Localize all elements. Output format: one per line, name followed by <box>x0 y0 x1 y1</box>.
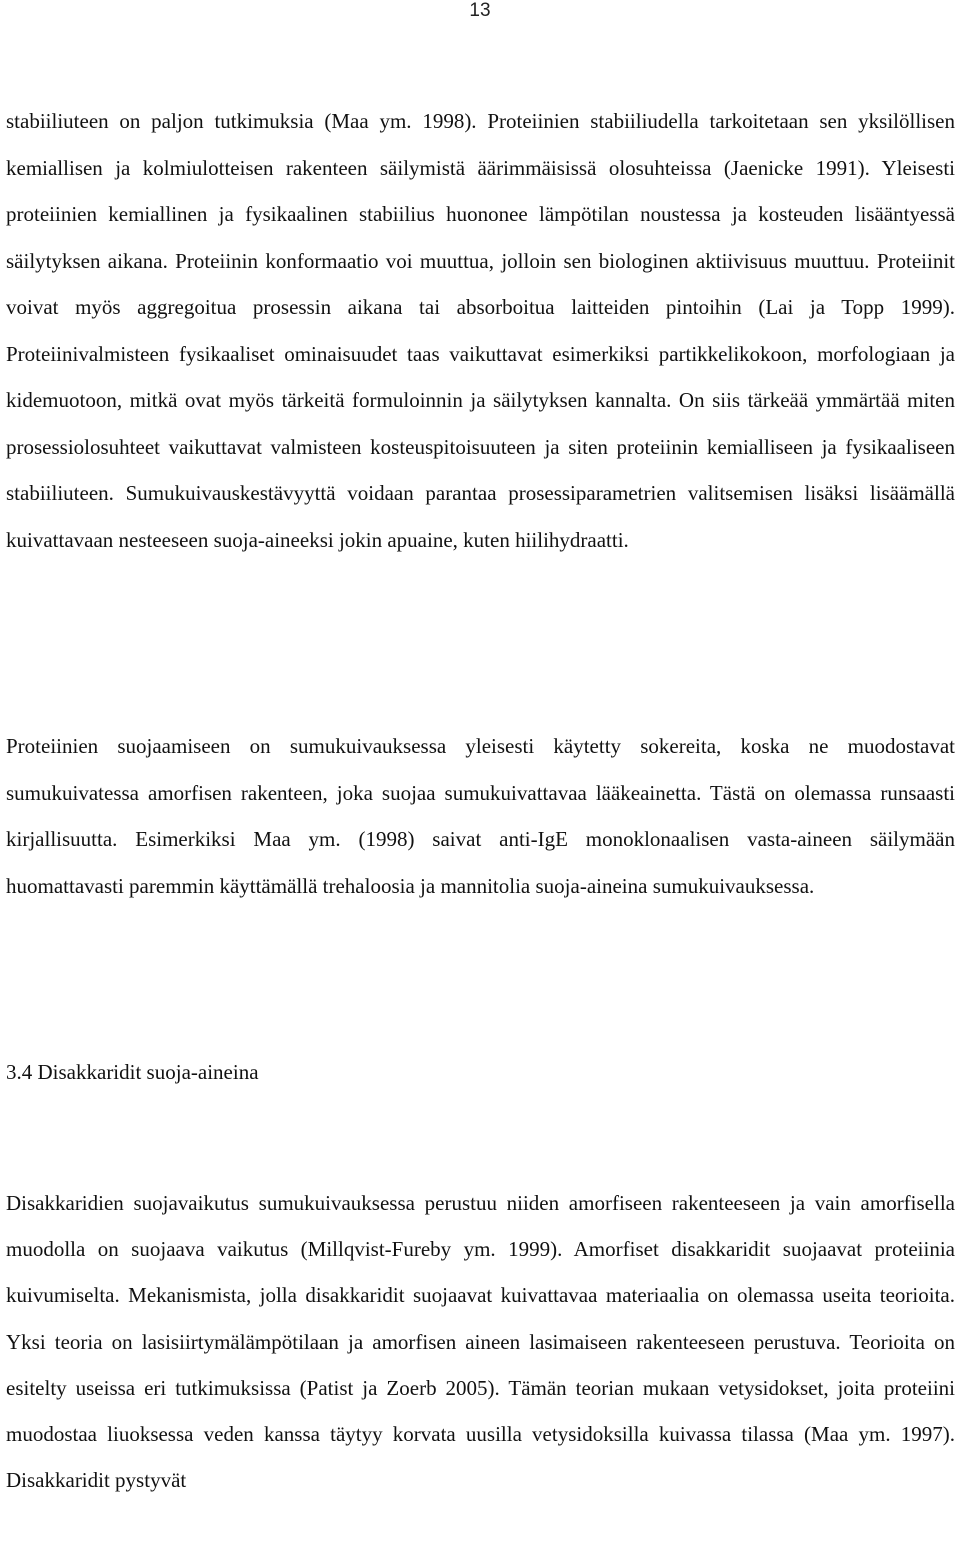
page-number: 13 <box>469 0 491 21</box>
paragraph-protein-stability: stabiiliuteen on paljon tutkimuksia (Maa ym. 1998). Proteiinien stabiiliudella tarkoitetaan sen yksilöllisen kemiallisen ja kolmiulotteisen rakenteen säilymistä äärimmäisissä olosuhteissa (Jaenicke 1991). Yleisesti proteiinien kemiallinen ja fysikaalinen stabiilius huononee lämpötilan noustessa ja kosteuden lisääntyessä säilytyksen aikana. Proteiinin konformaatio voi muuttua, jolloin sen biologinen aktiivisuus muuttuu. Proteiinit voivat myös aggregoitua prosessin aikana tai absorboitua laitteiden pintoihin (Lai ja Topp 1999). Proteiinivalmisteen fysikaaliset ominaisuudet taas vaikuttavat esimerkiksi partikkelikokoon, morfologiaan ja kidemuotoon, mitkä ovat myös tärkeitä formuloinnin ja säilytyksen kannalta. On siis tärkeää ymmärtää miten prosessiolosuhteet vaikuttavat valmisteen kosteuspitoisuuteen ja siten proteiinin kemialliseen ja fysikaaliseen stabiiliuteen. Sumukuivauskestävyyttä voidaan parantaa prosessiparametrien valitsemisen lisäksi lisäämällä kuivattavaan nesteeseen suoja-aineeksi jokin apuaine, kuten hiilihydraatti. <box>6 109 955 552</box>
paragraph-disaccharides: Disakkaridien suojavaikutus sumukuivauksessa perustuu niiden amorfiseen rakenteeseen ja vain amorfisella muodolla on suojaava vaikutus (Millqvist-Fureby ym. 1999). Amorfiset disakkaridit suojaavat proteiinia kuivumiselta. Mekanismista, jolla disakkaridit suojaavat kuivattavaa materiaalia on olemassa useita teorioita. Yksi teoria on lasisiirtymälämpötilaan ja amorfisen aineen lasimaiseen rakenteeseen perustuva. Teorioita on esitelty useissa eri tutkimuksissa (Patist ja Zoerb 2005). Tämän teorian mukaan vetysidokset, joita proteiini muodostaa liuoksessa veden kanssa täytyy korvata uusilla vetysidoksilla kuivassa tilassa (Maa ym. 1997). Disakkaridit pystyvät <box>6 1191 955 1493</box>
section-heading: 3.4 Disakkaridit suoja-aineina <box>6 1060 259 1084</box>
paragraph-protein-protection: Proteiinien suojaamiseen on sumukuivauksessa yleisesti käytetty sokereita, koska ne muodostavat sumukuivatessa amorfisen rakenteen, joka suojaa sumukuivattavaa lääkeainetta. Tästä on olemassa runsaasti kirjallisuutta. Esimerkiksi Maa ym. (1998) saivat anti-IgE monoklonaalisen vasta-aineen säilymään huomattavasti paremmin käyttämällä trehaloosia ja mannitolia suoja-aineina sumukuivauksessa. <box>6 734 955 898</box>
